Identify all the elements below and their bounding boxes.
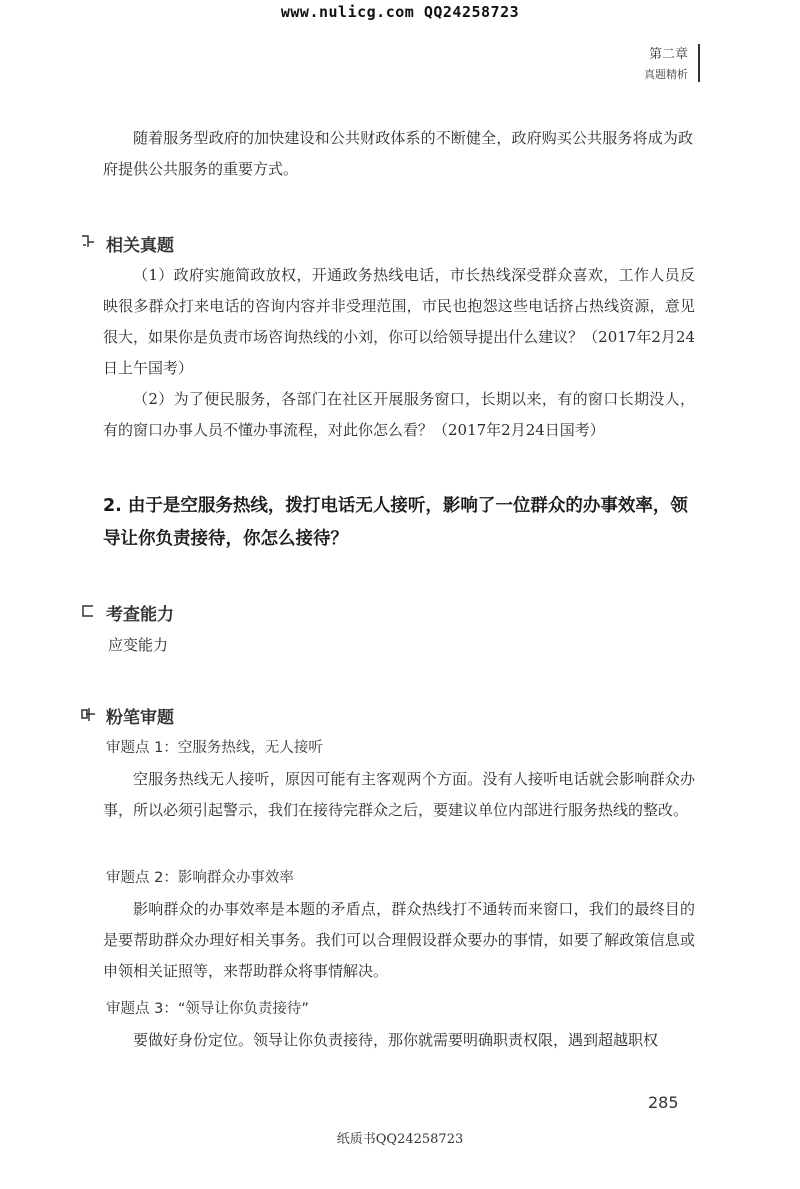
analysis-point-text: 影响群众的办事效率是本题的矛盾点，群众热线打不通转而来窗口，我们的最终目的是要帮助群众办理好相关事务。我们可以合理假设群众要办的事情，如要了解政策信息或申领相关证照等，来帮助群众将事情解决。 [103,900,695,980]
analysis-point-title: 审题点 3：“领导让你负责接待” [106,1001,309,1017]
watermark: www.nulicg.com QQ24258723 [280,3,520,21]
analysis-point-title: 审题点 2：影响群众办事效率 [106,870,294,886]
related-questions-list [103,260,695,446]
analysis-heading: 粉笔审题 [106,708,174,728]
analysis-point-title: 审题点 1：空服务热线，无人接听 [106,740,323,756]
chapter-number: 第二章 [648,47,688,62]
page-number: 285 [648,1093,679,1112]
related-question-item: （1）政府实施简政放权，开通政务热线电话，市长热线深受群众喜欢，工作人员反映很多群众打来电话的咨询内容并非受理范围，市民也抱怨这些电话挤占热线资源，意见很大，如果你是负责市场咨询热线的小刘，你可以给领导提出什么建议？（2017年2月24日上午国考） [103,266,695,377]
ability-value: 应变能力 [108,636,169,654]
related-question-item: （2）为了便民服务，各部门在社区开展服务窗口，长期以来，有的窗口长期没人，有的窗口办事人员不懂办事流程，对此你怎么看？（2017年2月24日国考） [103,390,695,439]
footer-text: 纸质书QQ24258723 [336,1132,464,1147]
related-questions-heading: 相关真题 [106,236,174,256]
header-divider [698,44,700,82]
chapter-header [644,43,688,82]
ability-icon [80,603,96,619]
chapter-subtitle: 真题精析 [644,68,688,81]
analysis-icon [80,706,96,722]
analysis-point-text: 要做好身份定位。领导让你负责接待，那你就需要明确职责权限，遇到超越职权 [133,1031,659,1049]
intro-paragraph: 随着服务型政府的加快建设和公共财政体系的不断健全，政府购买公共服务将成为政府提供公共服务的重要方式。 [103,129,693,178]
analysis-point-text: 空服务热线无人接听，原因可能有主客观两个方面。没有人接听电话就会影响群众办事，所以必须引起警示，我们在接待完群众之后，要建议单位内部进行服务热线的整改。 [103,770,695,819]
related-questions-icon [80,233,96,249]
question-heading: 2. 由于是空服务热线，拨打电话无人接听，影响了一位群众的办事效率，领导让你负责接待，你怎么接待？ [103,496,688,549]
ability-heading: 考查能力 [106,605,174,625]
